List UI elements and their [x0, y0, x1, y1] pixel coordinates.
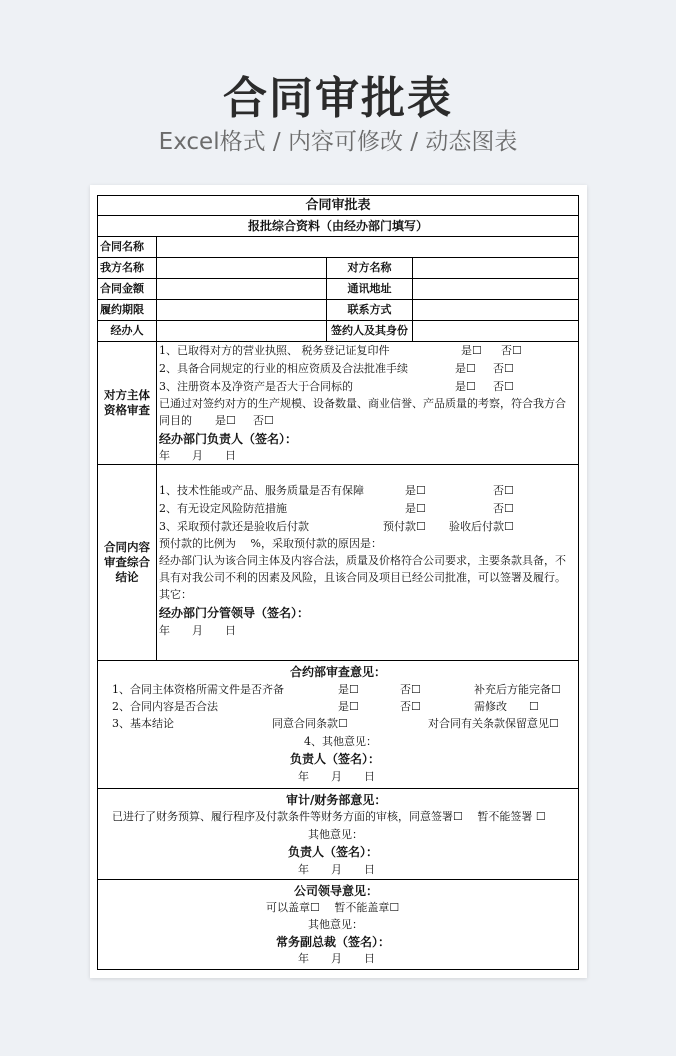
subject-item-4: 已通过对签约对方的生产规模、设备数量、商业信誉、产品质量的考察，符合我方合 [159, 397, 566, 410]
content-date: 年 月 日 [159, 624, 236, 637]
handler-label: 经办人 [110, 324, 144, 337]
contract-amount-label: 合同金额 [100, 282, 144, 295]
content-item-3: 3、采取预付款还是验收后付款 [159, 520, 309, 533]
subject-item-1-no[interactable]: 否☐ [501, 344, 522, 357]
subject-item-4-cont: 同目的 [159, 414, 192, 427]
subject-item-1-yes[interactable]: 是☐ [461, 344, 482, 357]
content-item-1-yes[interactable]: 是☐ [405, 484, 426, 497]
hero-subtitle: Excel格式 / 内容可修改 / 动态图表 [158, 129, 518, 155]
contract-dept-item-2: 2、合同内容是否合法 [112, 700, 218, 713]
subject-review-label: 对方主体资格审查 [104, 388, 150, 417]
audit-text: 已进行了财务预算、履行程序及付款条件等财务方面的审核，同意签署☐ 暂不能签署 ☐ [112, 810, 546, 823]
contract-dept-item-1: 1、合同主体资格所需文件是否齐备 [112, 683, 284, 696]
content-review-label: 合同内容审查综合结论 [104, 540, 150, 584]
contact-label: 联系方式 [326, 300, 412, 320]
section-header-row [98, 216, 578, 237]
content-item-2: 2、有无设定风险防范措施 [159, 502, 287, 515]
content-other: 其它： [159, 588, 192, 601]
signer-input[interactable] [412, 321, 578, 341]
contract-dept-date: 年 月 日 [298, 770, 375, 783]
signer-label: 签约人及其身份 [326, 321, 412, 341]
contract-dept-item-2-no[interactable]: 否☐ [400, 700, 421, 713]
contract-dept-item-1-yes[interactable]: 是☐ [338, 683, 359, 696]
form-title: 合同审批表 [305, 198, 371, 213]
handler-input[interactable] [156, 321, 326, 341]
audit-section [98, 789, 578, 880]
prepay-ratio: 预付款的比例为 %，采取预付款的原因是： [159, 537, 382, 550]
content-item-1: 1、技术性能或产品、服务质量是否有保障 [159, 484, 364, 497]
contract-name-input[interactable] [156, 237, 578, 257]
content-item-2-yes[interactable]: 是☐ [405, 502, 426, 515]
leader-date: 年 月 日 [298, 952, 375, 965]
amount-row [98, 279, 578, 300]
content-item-1-no[interactable]: 否☐ [493, 484, 514, 497]
our-name-label: 我方名称 [100, 261, 144, 274]
handler-row [98, 321, 578, 342]
audit-title: 审计/财务部意见： [286, 793, 387, 807]
subject-date: 年 月 日 [159, 449, 236, 462]
audit-sign: 负责人（签名）： [288, 845, 379, 859]
form-title-row [98, 196, 578, 216]
counterparty-name-label: 对方名称 [326, 258, 412, 278]
approval-form [97, 195, 579, 970]
subject-item-1: 1、已取得对方的营业执照、 税务登记证复印件 [159, 344, 390, 357]
contract-dept-item-2-extra[interactable]: 需修改 ☐ [474, 700, 539, 713]
our-name-row [98, 258, 578, 279]
contract-dept-item-1-extra[interactable]: 补充后方能完备☐ [474, 683, 561, 696]
content-review-section [98, 465, 578, 661]
contract-dept-item-2-yes[interactable]: 是☐ [338, 700, 359, 713]
hero-title: 合同审批表 [223, 73, 453, 124]
audit-date: 年 月 日 [298, 863, 375, 876]
contract-dept-item-3-agree[interactable]: 同意合同条款☐ [272, 717, 348, 730]
contract-amount-input[interactable] [156, 279, 326, 299]
leader-choice[interactable]: 可以盖章☐ 暂不能盖章☐ [266, 901, 400, 914]
audit-other: 其他意见： [308, 828, 363, 841]
period-input[interactable] [156, 300, 326, 320]
subject-item-3-yes[interactable]: 是☐ [455, 380, 476, 393]
contract-name-row [98, 237, 578, 258]
our-name-input[interactable] [156, 258, 326, 278]
content-review-content [156, 465, 578, 660]
leader-sign: 常务副总裁（签名）： [276, 935, 391, 949]
contract-dept-item-3: 3、基本结论 [112, 717, 174, 730]
contract-dept-other: 4、其他意见： [304, 735, 377, 748]
period-label: 履约期限 [100, 303, 144, 316]
subject-item-3-no[interactable]: 否☐ [493, 380, 514, 393]
subject-item-2-no[interactable]: 否☐ [493, 362, 514, 375]
conclusion-line-1: 经办部门认为该合同主体及内容合法，质量及价格符合公司要求，主要条款具备，不 [159, 554, 566, 567]
subject-sign: 经办部门负责人（签名）： [159, 432, 298, 446]
leader-title: 公司领导意见： [294, 884, 379, 898]
section-header: 报批综合资料（由经办部门填写） [247, 219, 428, 233]
subject-item-2: 2、具备合同规定的行业的相应资质及合法批准手续 [159, 362, 408, 375]
subject-review-section [98, 342, 578, 465]
contract-dept-section [98, 661, 578, 789]
leader-other: 其他意见： [308, 918, 363, 931]
period-row [98, 300, 578, 321]
address-label: 通讯地址 [326, 279, 412, 299]
contract-dept-title: 合约部审查意见： [290, 665, 387, 679]
contract-dept-item-1-no[interactable]: 否☐ [400, 683, 421, 696]
content-sign: 经办部门分管领导（签名）： [159, 606, 310, 620]
counterparty-name-input[interactable] [412, 258, 578, 278]
conclusion-line-2: 具有对我公司不利的因素及风险，且该合同及项目已经公司批准，可以签署及履行。 [159, 571, 566, 584]
subject-review-content [156, 342, 578, 464]
leader-section [98, 880, 578, 969]
form-paper [90, 185, 587, 978]
contract-dept-sign: 负责人（签名）： [290, 752, 381, 766]
content-item-3-prepay[interactable]: 预付款☐ [383, 520, 426, 533]
content-item-2-no[interactable]: 否☐ [493, 502, 514, 515]
address-input[interactable] [412, 279, 578, 299]
subject-item-4-no[interactable]: 否☐ [253, 414, 274, 427]
subject-item-4-yes[interactable]: 是☐ [215, 414, 236, 427]
contract-name-label: 合同名称 [100, 240, 144, 253]
contract-dept-item-3-reserve[interactable]: 对合同有关条款保留意见☐ [428, 717, 559, 730]
content-item-3-postpay[interactable]: 验收后付款☐ [449, 520, 514, 533]
subject-item-2-yes[interactable]: 是☐ [455, 362, 476, 375]
contact-input[interactable] [412, 300, 578, 320]
subject-item-3: 3、注册资本及净资产是否大于合同标的 [159, 380, 353, 393]
